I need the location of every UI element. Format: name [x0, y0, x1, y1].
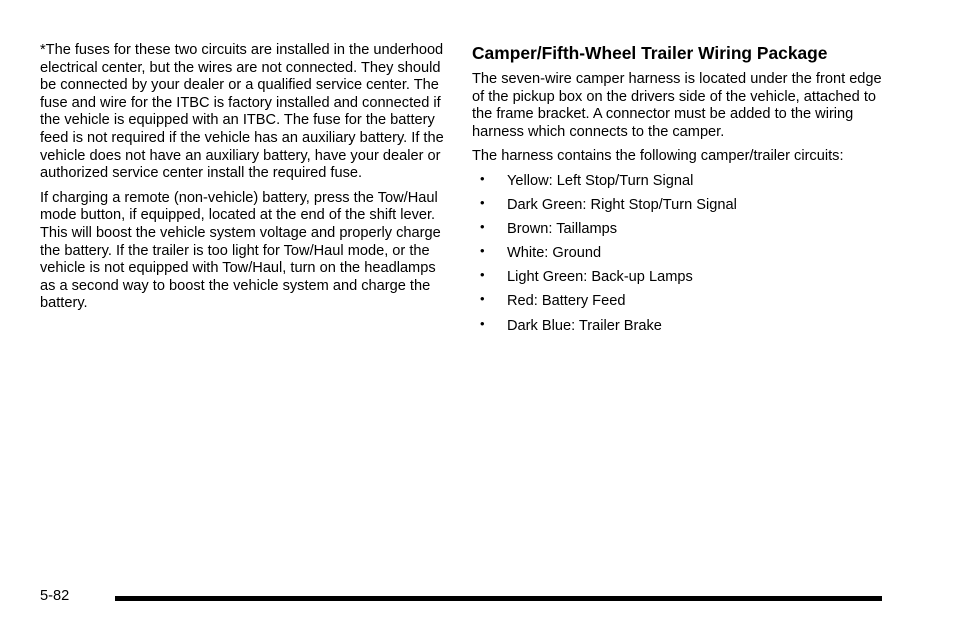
bullet-icon: •: [480, 195, 485, 211]
circuit-label: Dark Green: Right Stop/Turn Signal: [507, 197, 737, 214]
bullet-icon: •: [480, 243, 485, 259]
circuit-label: Red: Battery Feed: [507, 293, 626, 310]
remote-battery-paragraph: If charging a remote (non-vehicle) battery, press the Tow/Haul mode button, if equipped, located at the end of the shift lever. This will boost the vehicle system voltage and properly charge the battery. If the trailer is too light for Tow/Haul mode, or the vehicle is not equipped with Tow/Haul, turn on the headlamps as a second way to boost the vehicle system and charge the battery.: [40, 189, 441, 312]
list-item: [472, 269, 882, 287]
list-item: [472, 221, 882, 239]
list-item: [472, 170, 882, 191]
right-column: [472, 42, 882, 342]
bullet-icon: •: [480, 170, 485, 186]
circuit-label: Light Green: Back-up Lamps: [507, 269, 693, 286]
list-item: [472, 197, 882, 215]
page-number: 5-82: [40, 588, 70, 604]
circuit-label: White: Ground: [507, 245, 602, 262]
section-heading: Camper/Fifth-Wheel Trailer Wiring Package: [472, 43, 828, 63]
circuit-label: Yellow: Left Stop/Turn Signal: [507, 172, 694, 189]
list-item: [472, 315, 882, 336]
harness-intro-paragraph: The harness contains the following camper/trailer circuits:: [472, 148, 844, 165]
left-column: [40, 42, 444, 320]
bullet-icon: •: [480, 291, 485, 307]
list-item: [472, 293, 882, 311]
bullet-icon: •: [480, 267, 485, 283]
footer-rule: [115, 596, 882, 601]
bullet-icon: •: [480, 315, 485, 331]
list-item: [472, 245, 882, 263]
fuse-note-paragraph: *The fuses for these two circuits are installed in the underhood electrical center, but the wires are not connected. They should be connected by your dealer or a qualified service center. The fuse and wire for the ITBC is factory installed and connected if the vehicle is equipped with an ITBC. The fuse for the battery feed is not required if the vehicle has an auxiliary battery. If the vehicle does not have an auxiliary battery, have your dealer or authorized service center install the required fuse.: [40, 42, 444, 182]
circuit-label: Dark Blue: Trailer Brake: [507, 317, 662, 334]
circuit-list: [472, 170, 882, 335]
bullet-icon: •: [480, 219, 485, 235]
harness-location-paragraph: The seven-wire camper harness is located under the front edge of the pickup box on the drivers side of the vehicle, attached to the frame bracket. A connector must be added to the wiring harness which connects to the camper.: [472, 71, 882, 140]
circuit-label: Brown: Taillamps: [507, 221, 618, 238]
